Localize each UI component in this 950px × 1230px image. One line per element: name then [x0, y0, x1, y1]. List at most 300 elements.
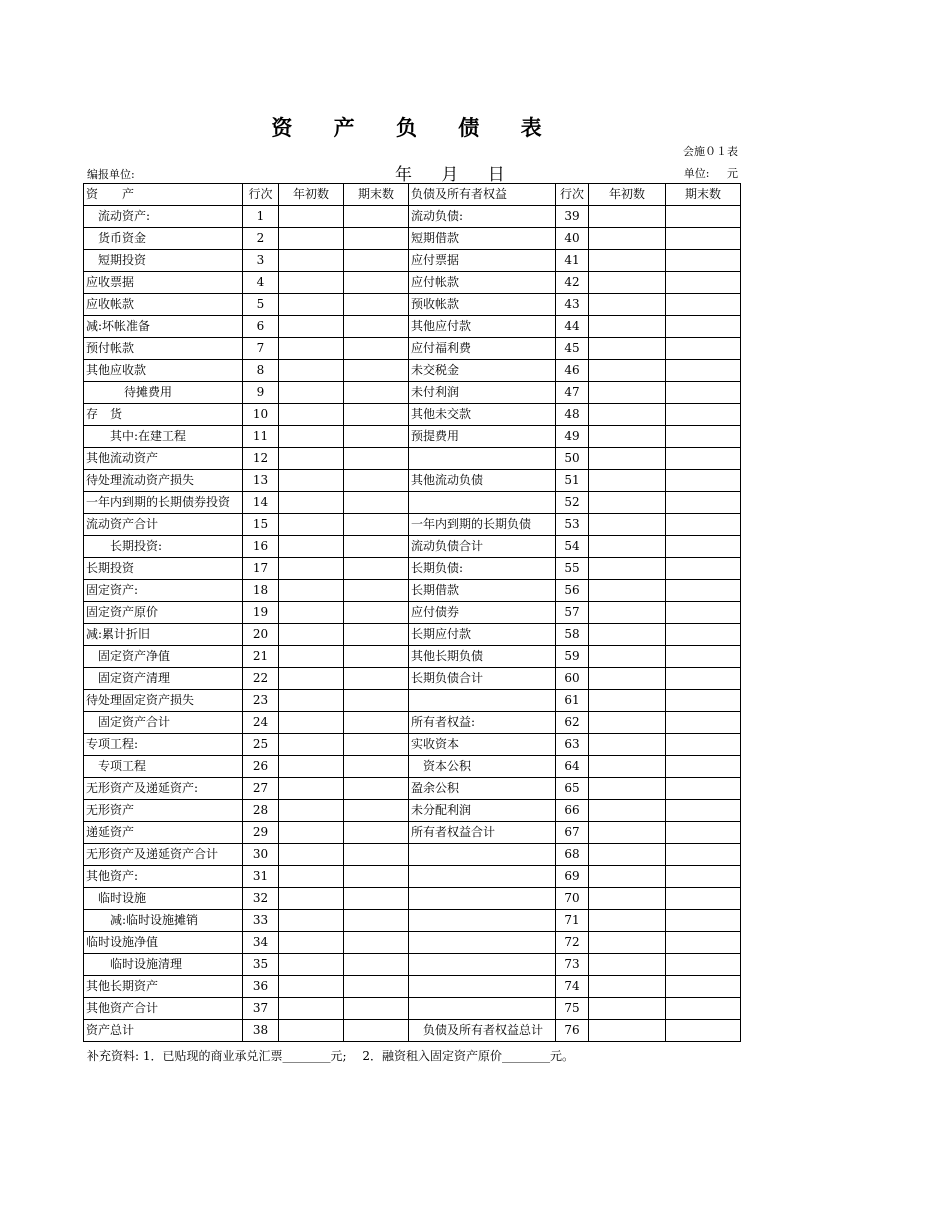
- header-liabilities-equity: 负债及所有者权益: [409, 184, 556, 206]
- asset-item: 减:累计折旧: [84, 624, 243, 646]
- asset-opening-cell[interactable]: [279, 668, 344, 690]
- asset-line-no: 7: [243, 338, 279, 360]
- liability-opening-cell[interactable]: [589, 690, 666, 712]
- asset-opening-cell[interactable]: [279, 404, 344, 426]
- asset-item: 固定资产合计: [84, 712, 243, 734]
- asset-closing-cell[interactable]: [344, 250, 409, 272]
- liability-item: 应付帐款: [409, 272, 556, 294]
- asset-closing-cell[interactable]: [344, 1020, 409, 1042]
- table-row: [84, 756, 741, 778]
- liability-opening-cell[interactable]: [589, 338, 666, 360]
- asset-line-no: 31: [243, 866, 279, 888]
- asset-line-no: 5: [243, 294, 279, 316]
- liability-item: [409, 954, 556, 976]
- asset-opening-cell[interactable]: [279, 976, 344, 998]
- asset-opening-cell[interactable]: [279, 448, 344, 470]
- liability-opening-cell[interactable]: [589, 558, 666, 580]
- liability-line-no: 54: [556, 536, 589, 558]
- liability-opening-cell[interactable]: [589, 668, 666, 690]
- liability-item: 未交税金: [409, 360, 556, 382]
- asset-opening-cell[interactable]: [279, 580, 344, 602]
- asset-closing-cell[interactable]: [344, 316, 409, 338]
- liability-item: [409, 976, 556, 998]
- asset-opening-cell[interactable]: [279, 998, 344, 1020]
- liability-line-no: 71: [556, 910, 589, 932]
- asset-line-no: 21: [243, 646, 279, 668]
- table-row: [84, 492, 741, 514]
- liability-line-no: 40: [556, 228, 589, 250]
- asset-opening-cell[interactable]: [279, 250, 344, 272]
- asset-opening-cell[interactable]: [279, 844, 344, 866]
- asset-opening-cell[interactable]: [279, 206, 344, 228]
- liability-opening-cell[interactable]: [589, 514, 666, 536]
- table-row: [84, 272, 741, 294]
- liability-opening-cell[interactable]: [589, 932, 666, 954]
- liability-opening-cell[interactable]: [589, 954, 666, 976]
- asset-closing-cell[interactable]: [344, 866, 409, 888]
- asset-line-no: 10: [243, 404, 279, 426]
- liability-opening-cell[interactable]: [589, 470, 666, 492]
- table-header-row: [84, 184, 741, 206]
- asset-closing-cell[interactable]: [344, 800, 409, 822]
- liability-closing-cell[interactable]: [666, 866, 741, 888]
- liability-opening-cell[interactable]: [589, 976, 666, 998]
- liability-item: 一年内到期的长期负债: [409, 514, 556, 536]
- asset-opening-cell[interactable]: [279, 228, 344, 250]
- asset-item: 待处理固定资产损失: [84, 690, 243, 712]
- table-row: [84, 712, 741, 734]
- asset-line-no: 15: [243, 514, 279, 536]
- liability-item: [409, 998, 556, 1020]
- asset-opening-cell[interactable]: [279, 778, 344, 800]
- liability-line-no: 52: [556, 492, 589, 514]
- asset-item: 临时设施清理: [84, 954, 243, 976]
- asset-opening-cell[interactable]: [279, 558, 344, 580]
- liability-closing-cell[interactable]: [666, 800, 741, 822]
- table-row: [84, 976, 741, 998]
- asset-closing-cell[interactable]: [344, 778, 409, 800]
- table-row: [84, 316, 741, 338]
- liability-closing-cell[interactable]: [666, 602, 741, 624]
- liability-line-no: 59: [556, 646, 589, 668]
- asset-item: 其他应收款: [84, 360, 243, 382]
- liability-closing-cell[interactable]: [666, 756, 741, 778]
- asset-item: 固定资产清理: [84, 668, 243, 690]
- liability-item: 短期借款: [409, 228, 556, 250]
- asset-item: 临时设施: [84, 888, 243, 910]
- table-row: [84, 866, 741, 888]
- liability-item: 盈余公积: [409, 778, 556, 800]
- liability-line-no: 60: [556, 668, 589, 690]
- asset-closing-cell[interactable]: [344, 558, 409, 580]
- liability-closing-cell[interactable]: [666, 888, 741, 910]
- asset-opening-cell[interactable]: [279, 888, 344, 910]
- liability-opening-cell[interactable]: [589, 382, 666, 404]
- liability-closing-cell[interactable]: [666, 910, 741, 932]
- liability-closing-cell[interactable]: [666, 668, 741, 690]
- liability-item: 长期负债合计: [409, 668, 556, 690]
- liability-line-no: 72: [556, 932, 589, 954]
- table-row: [84, 294, 741, 316]
- asset-item: 其他资产合计: [84, 998, 243, 1020]
- liability-line-no: 56: [556, 580, 589, 602]
- liability-closing-cell[interactable]: [666, 844, 741, 866]
- header-closing-balance: 期末数: [344, 184, 409, 206]
- asset-closing-cell[interactable]: [344, 492, 409, 514]
- liability-opening-cell[interactable]: [589, 448, 666, 470]
- liability-item: 资本公积: [409, 756, 556, 778]
- asset-closing-cell[interactable]: [344, 338, 409, 360]
- liability-item: 流动负债:: [409, 206, 556, 228]
- liability-closing-cell[interactable]: [666, 580, 741, 602]
- liability-opening-cell[interactable]: [589, 910, 666, 932]
- liability-closing-cell[interactable]: [666, 250, 741, 272]
- liability-opening-cell[interactable]: [589, 844, 666, 866]
- asset-closing-cell[interactable]: [344, 624, 409, 646]
- header-opening-balance: 年初数: [589, 184, 666, 206]
- asset-item: 应收帐款: [84, 294, 243, 316]
- liability-item: [409, 910, 556, 932]
- asset-line-no: 13: [243, 470, 279, 492]
- liability-item: 其他流动负债: [409, 470, 556, 492]
- liability-item: 所有者权益合计: [409, 822, 556, 844]
- asset-opening-cell[interactable]: [279, 646, 344, 668]
- table-row: [84, 206, 741, 228]
- asset-closing-cell[interactable]: [344, 756, 409, 778]
- asset-closing-cell[interactable]: [344, 470, 409, 492]
- asset-item: 其他流动资产: [84, 448, 243, 470]
- liability-opening-cell[interactable]: [589, 998, 666, 1020]
- asset-closing-cell[interactable]: [344, 536, 409, 558]
- asset-opening-cell[interactable]: [279, 800, 344, 822]
- liability-closing-cell[interactable]: [666, 316, 741, 338]
- liability-item: [409, 448, 556, 470]
- asset-item: 待处理流动资产损失: [84, 470, 243, 492]
- asset-opening-cell[interactable]: [279, 360, 344, 382]
- liability-closing-cell[interactable]: [666, 1020, 741, 1042]
- table-row: [84, 910, 741, 932]
- asset-closing-cell[interactable]: [344, 888, 409, 910]
- table-row: [84, 558, 741, 580]
- liability-line-no: 51: [556, 470, 589, 492]
- liability-opening-cell[interactable]: [589, 712, 666, 734]
- liability-item: 长期负债:: [409, 558, 556, 580]
- asset-item: 其他资产:: [84, 866, 243, 888]
- asset-line-no: 2: [243, 228, 279, 250]
- liability-closing-cell[interactable]: [666, 932, 741, 954]
- asset-opening-cell[interactable]: [279, 272, 344, 294]
- liability-closing-cell[interactable]: [666, 690, 741, 712]
- asset-closing-cell[interactable]: [344, 954, 409, 976]
- liability-opening-cell[interactable]: [589, 580, 666, 602]
- asset-item: 减:临时设施摊销: [84, 910, 243, 932]
- table-row: [84, 822, 741, 844]
- asset-opening-cell[interactable]: [279, 866, 344, 888]
- asset-item: 其中:在建工程: [84, 426, 243, 448]
- asset-item: 预付帐款: [84, 338, 243, 360]
- liability-line-no: 69: [556, 866, 589, 888]
- asset-opening-cell[interactable]: [279, 932, 344, 954]
- asset-item: 应收票据: [84, 272, 243, 294]
- asset-line-no: 6: [243, 316, 279, 338]
- asset-line-no: 9: [243, 382, 279, 404]
- liability-line-no: 39: [556, 206, 589, 228]
- asset-line-no: 19: [243, 602, 279, 624]
- liability-closing-cell[interactable]: [666, 558, 741, 580]
- liability-opening-cell[interactable]: [589, 1020, 666, 1042]
- liability-line-no: 57: [556, 602, 589, 624]
- liability-closing-cell[interactable]: [666, 954, 741, 976]
- asset-item: 一年内到期的长期债券投资: [84, 492, 243, 514]
- table-row: [84, 338, 741, 360]
- liability-item: 其他长期负债: [409, 646, 556, 668]
- asset-item: 固定资产:: [84, 580, 243, 602]
- liability-closing-cell[interactable]: [666, 228, 741, 250]
- asset-closing-cell[interactable]: [344, 844, 409, 866]
- report-title: 资 产 负 债 表: [271, 116, 559, 140]
- table-row: [84, 844, 741, 866]
- liability-item: 长期应付款: [409, 624, 556, 646]
- asset-opening-cell[interactable]: [279, 492, 344, 514]
- liability-opening-cell[interactable]: [589, 228, 666, 250]
- liability-line-no: 76: [556, 1020, 589, 1042]
- liability-closing-cell[interactable]: [666, 712, 741, 734]
- asset-line-no: 35: [243, 954, 279, 976]
- asset-opening-cell[interactable]: [279, 338, 344, 360]
- liability-item: 长期借款: [409, 580, 556, 602]
- table-row: [84, 778, 741, 800]
- liability-opening-cell[interactable]: [589, 866, 666, 888]
- asset-closing-cell[interactable]: [344, 910, 409, 932]
- liability-opening-cell[interactable]: [589, 536, 666, 558]
- liability-line-no: 74: [556, 976, 589, 998]
- supplementary-note: 补充资料: 1．已贴现的商业承兑汇票________元; 2．融资租入固定资产原价________元。: [87, 1049, 574, 1063]
- liability-item: 应付债券: [409, 602, 556, 624]
- asset-opening-cell[interactable]: [279, 734, 344, 756]
- liability-line-no: 70: [556, 888, 589, 910]
- asset-line-no: 36: [243, 976, 279, 998]
- liability-line-no: 73: [556, 954, 589, 976]
- liability-closing-cell[interactable]: [666, 272, 741, 294]
- asset-line-no: 27: [243, 778, 279, 800]
- liability-line-no: 46: [556, 360, 589, 382]
- liability-opening-cell[interactable]: [589, 360, 666, 382]
- liability-closing-cell[interactable]: [666, 778, 741, 800]
- asset-item: 固定资产净值: [84, 646, 243, 668]
- liability-item: 其他未交款: [409, 404, 556, 426]
- table-row: [84, 602, 741, 624]
- asset-closing-cell[interactable]: [344, 426, 409, 448]
- asset-closing-cell[interactable]: [344, 734, 409, 756]
- liability-closing-cell[interactable]: [666, 448, 741, 470]
- liability-item: [409, 888, 556, 910]
- asset-item: 待摊费用: [84, 382, 243, 404]
- liability-opening-cell[interactable]: [589, 778, 666, 800]
- liability-item: 其他应付款: [409, 316, 556, 338]
- asset-closing-cell[interactable]: [344, 998, 409, 1020]
- asset-closing-cell[interactable]: [344, 360, 409, 382]
- liability-opening-cell[interactable]: [589, 888, 666, 910]
- asset-line-no: 8: [243, 360, 279, 382]
- asset-line-no: 12: [243, 448, 279, 470]
- asset-closing-cell[interactable]: [344, 514, 409, 536]
- liability-item: 应付票据: [409, 250, 556, 272]
- liability-closing-cell[interactable]: [666, 404, 741, 426]
- table-row: [84, 382, 741, 404]
- liability-closing-cell[interactable]: [666, 976, 741, 998]
- asset-closing-cell[interactable]: [344, 712, 409, 734]
- liability-closing-cell[interactable]: [666, 426, 741, 448]
- asset-opening-cell[interactable]: [279, 294, 344, 316]
- table-row: [84, 404, 741, 426]
- table-row: [84, 426, 741, 448]
- asset-opening-cell[interactable]: [279, 756, 344, 778]
- table-row: [84, 954, 741, 976]
- table-row: [84, 250, 741, 272]
- liability-line-no: 58: [556, 624, 589, 646]
- liability-opening-cell[interactable]: [589, 272, 666, 294]
- asset-line-no: 4: [243, 272, 279, 294]
- asset-closing-cell[interactable]: [344, 206, 409, 228]
- liability-item: 实收资本: [409, 734, 556, 756]
- liability-item: 预收帐款: [409, 294, 556, 316]
- liability-opening-cell[interactable]: [589, 646, 666, 668]
- liability-line-no: 65: [556, 778, 589, 800]
- asset-line-no: 20: [243, 624, 279, 646]
- liability-closing-cell[interactable]: [666, 624, 741, 646]
- liability-opening-cell[interactable]: [589, 492, 666, 514]
- asset-closing-cell[interactable]: [344, 382, 409, 404]
- liability-closing-cell[interactable]: [666, 514, 741, 536]
- liability-opening-cell[interactable]: [589, 294, 666, 316]
- header-line-no: 行次: [243, 184, 279, 206]
- asset-closing-cell[interactable]: [344, 228, 409, 250]
- asset-item: 流动资产合计: [84, 514, 243, 536]
- liability-line-no: 43: [556, 294, 589, 316]
- asset-closing-cell[interactable]: [344, 668, 409, 690]
- table-row: [84, 580, 741, 602]
- asset-line-no: 37: [243, 998, 279, 1020]
- table-row: [84, 448, 741, 470]
- liability-closing-cell[interactable]: [666, 998, 741, 1020]
- liability-closing-cell[interactable]: [666, 294, 741, 316]
- asset-line-no: 32: [243, 888, 279, 910]
- header-opening-balance: 年初数: [279, 184, 344, 206]
- liability-item: [409, 866, 556, 888]
- asset-closing-cell[interactable]: [344, 932, 409, 954]
- liability-opening-cell[interactable]: [589, 800, 666, 822]
- table-row: [84, 624, 741, 646]
- asset-opening-cell[interactable]: [279, 602, 344, 624]
- asset-opening-cell[interactable]: [279, 536, 344, 558]
- asset-line-no: 3: [243, 250, 279, 272]
- asset-opening-cell[interactable]: [279, 822, 344, 844]
- liability-opening-cell[interactable]: [589, 426, 666, 448]
- asset-closing-cell[interactable]: [344, 976, 409, 998]
- asset-opening-cell[interactable]: [279, 712, 344, 734]
- liability-opening-cell[interactable]: [589, 734, 666, 756]
- asset-closing-cell[interactable]: [344, 448, 409, 470]
- report-date: 年 月 日: [395, 165, 517, 185]
- asset-opening-cell[interactable]: [279, 514, 344, 536]
- asset-item: 无形资产: [84, 800, 243, 822]
- asset-opening-cell[interactable]: [279, 910, 344, 932]
- asset-closing-cell[interactable]: [344, 272, 409, 294]
- liability-line-no: 63: [556, 734, 589, 756]
- liability-closing-cell[interactable]: [666, 536, 741, 558]
- liability-line-no: 64: [556, 756, 589, 778]
- liability-opening-cell[interactable]: [589, 316, 666, 338]
- liability-opening-cell[interactable]: [589, 756, 666, 778]
- liability-closing-cell[interactable]: [666, 338, 741, 360]
- asset-opening-cell[interactable]: [279, 624, 344, 646]
- asset-opening-cell[interactable]: [279, 1020, 344, 1042]
- asset-closing-cell[interactable]: [344, 646, 409, 668]
- liability-line-no: 75: [556, 998, 589, 1020]
- liability-opening-cell[interactable]: [589, 624, 666, 646]
- asset-closing-cell[interactable]: [344, 602, 409, 624]
- liability-opening-cell[interactable]: [589, 822, 666, 844]
- liability-closing-cell[interactable]: [666, 470, 741, 492]
- asset-closing-cell[interactable]: [344, 404, 409, 426]
- liability-item: [409, 844, 556, 866]
- table-row: [84, 470, 741, 492]
- liability-closing-cell[interactable]: [666, 360, 741, 382]
- reporting-unit-label: 编报单位:: [87, 168, 135, 181]
- liability-opening-cell[interactable]: [589, 206, 666, 228]
- asset-line-no: 23: [243, 690, 279, 712]
- liability-item: 应付福利费: [409, 338, 556, 360]
- liability-closing-cell[interactable]: [666, 646, 741, 668]
- liability-line-no: 50: [556, 448, 589, 470]
- liability-line-no: 66: [556, 800, 589, 822]
- liability-opening-cell[interactable]: [589, 404, 666, 426]
- table-row: [84, 932, 741, 954]
- asset-line-no: 1: [243, 206, 279, 228]
- asset-line-no: 38: [243, 1020, 279, 1042]
- asset-item: 长期投资:: [84, 536, 243, 558]
- asset-line-no: 28: [243, 800, 279, 822]
- liability-opening-cell[interactable]: [589, 602, 666, 624]
- asset-closing-cell[interactable]: [344, 294, 409, 316]
- asset-item: 减:坏帐准备: [84, 316, 243, 338]
- asset-opening-cell[interactable]: [279, 382, 344, 404]
- liability-line-no: 42: [556, 272, 589, 294]
- liability-line-no: 45: [556, 338, 589, 360]
- asset-opening-cell[interactable]: [279, 470, 344, 492]
- liability-item: [409, 690, 556, 712]
- table-row: [84, 228, 741, 250]
- liability-item: [409, 492, 556, 514]
- liability-closing-cell[interactable]: [666, 382, 741, 404]
- liability-line-no: 49: [556, 426, 589, 448]
- liability-item: 未付利润: [409, 382, 556, 404]
- asset-opening-cell[interactable]: [279, 690, 344, 712]
- asset-opening-cell[interactable]: [279, 426, 344, 448]
- liability-closing-cell[interactable]: [666, 206, 741, 228]
- asset-opening-cell[interactable]: [279, 316, 344, 338]
- liability-closing-cell[interactable]: [666, 492, 741, 514]
- table-row: [84, 734, 741, 756]
- asset-closing-cell[interactable]: [344, 690, 409, 712]
- liability-closing-cell[interactable]: [666, 822, 741, 844]
- liability-closing-cell[interactable]: [666, 734, 741, 756]
- asset-opening-cell[interactable]: [279, 954, 344, 976]
- liability-line-no: 55: [556, 558, 589, 580]
- liability-opening-cell[interactable]: [589, 250, 666, 272]
- asset-closing-cell[interactable]: [344, 822, 409, 844]
- asset-closing-cell[interactable]: [344, 580, 409, 602]
